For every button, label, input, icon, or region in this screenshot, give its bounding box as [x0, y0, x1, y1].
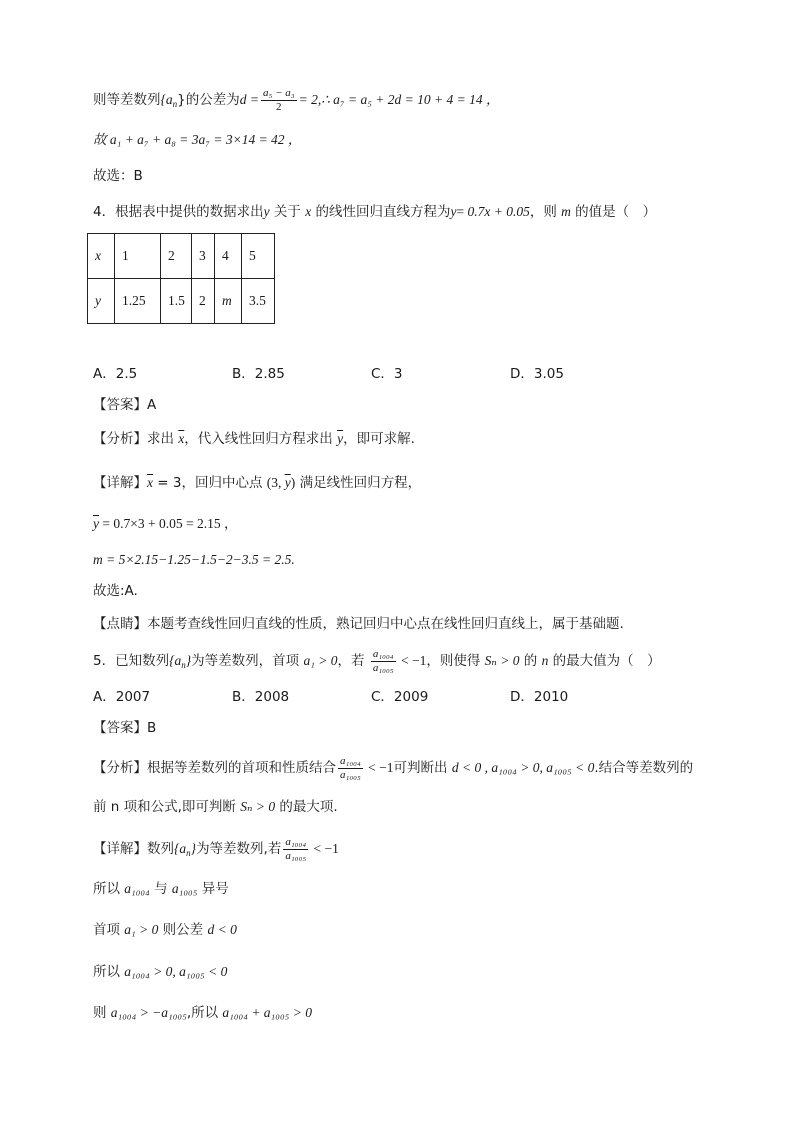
fraction-denominator: 2	[276, 101, 282, 113]
table-cell: 2	[161, 234, 192, 279]
math-mean-x: $\overline{x}$	[178, 431, 185, 446]
table-cell: 4	[215, 234, 242, 279]
table-row	[88, 279, 275, 324]
table-cell: 1	[115, 234, 161, 279]
q5-detail	[93, 836, 339, 863]
table-cell: 1.25	[115, 279, 161, 324]
math-sub: n	[186, 848, 191, 858]
text: }的公差为	[177, 92, 240, 108]
option-a[interactable]: A．2.5	[93, 366, 138, 382]
text: 4．根据表中提供的数据求出	[93, 204, 264, 220]
math: 故 a₁ + a₇ + a₈ = 3a₇ = 3×14 = 42 ，	[93, 132, 302, 147]
prev-solution-line-2	[93, 130, 301, 150]
q4-detail	[93, 473, 421, 493]
math: = 0.7×3 + 0.05 = 2.15 ，	[99, 516, 238, 531]
text: ，若	[337, 653, 369, 669]
math: y	[450, 204, 457, 219]
text: 为等差数列,若	[196, 841, 282, 857]
option-c[interactable]: C．2009	[371, 689, 429, 705]
option-c[interactable]: C．3	[371, 366, 403, 382]
text: 首项	[93, 922, 125, 938]
math: = 2,∴ a₇ = a₅ + 2d = 10 + 4 = 14 ，	[298, 92, 500, 107]
math: d < 0	[207, 922, 237, 937]
math: n	[541, 653, 549, 668]
q4-answer	[93, 395, 156, 415]
math: a₁₀₀₄	[124, 881, 150, 896]
text: 可判断出	[393, 760, 452, 776]
fraction-denominator: a₁₀₀₅	[285, 850, 307, 862]
math: {a	[174, 841, 187, 856]
math-mean-y: $\overline{y}$	[93, 516, 99, 531]
comment-tag: 【点睛】	[93, 616, 147, 632]
detail-tag: 【详解】	[93, 475, 147, 491]
math: }	[190, 841, 197, 856]
option-a[interactable]: A．2007	[93, 689, 151, 705]
fraction	[261, 87, 297, 114]
answer-value: B	[147, 720, 157, 736]
math: d < 0 , a₁₀₀₄ > 0, a₁₀₀₅ < 0	[451, 760, 595, 775]
detail-tag: 【详解】	[93, 841, 147, 857]
math: < −1	[364, 760, 394, 775]
fraction	[283, 836, 308, 863]
table-cell: m	[215, 279, 242, 324]
math: < −1	[310, 841, 339, 856]
q4-stem	[93, 202, 656, 222]
fraction-numerator: a₁₀₀₄	[285, 836, 307, 848]
table-cell: 2	[192, 279, 215, 324]
table-row	[88, 234, 275, 279]
text: 的	[519, 653, 542, 669]
prev-solution-line-1	[93, 87, 499, 114]
math: y	[263, 204, 270, 219]
text: ，即可求解.	[343, 431, 415, 447]
text: 则等差数列	[93, 92, 161, 108]
text: ，则	[529, 204, 562, 220]
text: .结合等差数列的	[594, 760, 694, 776]
answer-value: A	[147, 397, 157, 413]
q5-detail-line-4	[93, 1003, 312, 1023]
text: 本题考查线性回归直线的性质，熟记回归中心点在线性回归直线上，属于基础题.	[147, 616, 624, 632]
math: }	[185, 653, 192, 668]
q4-analysis	[93, 429, 415, 449]
q5-stem	[93, 648, 661, 675]
table-cell: x	[88, 234, 115, 279]
q4-comment	[93, 614, 624, 634]
text: 关于	[269, 204, 306, 220]
analysis-tag: 【分析】	[93, 431, 147, 447]
math: 0.7x + 0.05	[464, 204, 530, 219]
q5-detail-line-1	[93, 879, 229, 899]
text: 与	[149, 881, 172, 897]
option-d[interactable]: D．2010	[510, 689, 569, 705]
option-b[interactable]: B．2.85	[232, 366, 285, 382]
math: a₁₀₀₄ > −a₁₀₀₅	[110, 1005, 187, 1020]
math-sub: n	[172, 99, 178, 109]
text: 所以	[93, 964, 125, 980]
option-d[interactable]: D．3.05	[510, 366, 564, 382]
table-cell: 1.5	[161, 279, 192, 324]
math-mean-y: $\overline{y}$	[337, 431, 344, 446]
q4-data-table	[87, 233, 275, 324]
math: =	[456, 204, 465, 219]
option-b[interactable]: B．2008	[232, 689, 290, 705]
text: 所以	[93, 881, 125, 897]
table-cell: y	[88, 279, 115, 324]
math: {a	[160, 92, 173, 107]
text: 则公差	[158, 922, 208, 938]
math-mean-x: $\overline{x}$	[147, 475, 153, 490]
text: ，则使得	[426, 653, 485, 669]
text: ,所以	[186, 1005, 223, 1021]
text: 5．已知数列	[93, 653, 170, 669]
text: 的值是（ ）	[570, 204, 657, 220]
text: 满足线性回归方程，	[295, 475, 422, 491]
math: a₁ > 0	[124, 922, 159, 937]
text: 为等差数列，首项	[191, 653, 304, 669]
fraction-numerator: a₁₀₀₄	[372, 648, 394, 660]
fraction	[338, 755, 363, 782]
text: 则	[93, 1005, 111, 1021]
math: a₁₀₀₅	[171, 881, 198, 896]
table-cell: 5	[242, 234, 275, 279]
text: 异号	[197, 881, 229, 897]
text: 的最大值为（ ）	[548, 653, 661, 669]
q5-analysis	[93, 755, 693, 782]
fraction-numerator: a₁₀₀₄	[340, 755, 361, 767]
fraction	[371, 648, 396, 675]
text: 数列	[147, 841, 174, 857]
text: 求出	[147, 431, 179, 447]
math: (3,	[266, 475, 285, 490]
math: a₁ > 0	[303, 653, 338, 668]
text: 的最大项.	[275, 799, 338, 815]
q4-calc-1	[93, 514, 237, 534]
q4-choose: 故选:A.	[93, 583, 138, 599]
math-sub: n	[181, 660, 186, 670]
text: 的线性回归直线方程为	[311, 204, 451, 220]
fraction-denominator: a₁₀₀₅	[340, 769, 361, 781]
fraction-denominator: a₁₀₀₅	[372, 662, 394, 674]
table-cell: 3	[192, 234, 215, 279]
math: a₁₀₀₄ + a₁₀₀₅ > 0	[222, 1005, 312, 1020]
prev-solution-line-3: 故选：B	[93, 168, 143, 184]
fraction-numerator: a₅ − a₃	[263, 87, 295, 99]
math: < −1	[397, 653, 427, 668]
text: ，代入线性回归方程求出	[184, 431, 338, 447]
q4-calc-2	[93, 550, 295, 570]
q5-detail-line-3	[93, 962, 227, 982]
math: Sₙ > 0	[240, 799, 276, 814]
q5-detail-line-2	[93, 920, 237, 940]
math: )	[290, 475, 296, 490]
math: a₁₀₀₄ > 0, a₁₀₀₅ < 0	[124, 964, 228, 979]
text: 前 n 项和公式,即可判断	[93, 799, 241, 815]
answer-tag: 【答案】	[93, 720, 147, 736]
math: x	[305, 204, 312, 219]
text: 根据等差数列的首项和性质结合	[147, 760, 336, 776]
math: {a	[169, 653, 182, 668]
table-cell: 3.5	[242, 279, 275, 324]
math: Sₙ > 0	[484, 653, 520, 668]
analysis-tag: 【分析】	[93, 760, 147, 776]
math: d =	[239, 92, 259, 107]
answer-tag: 【答案】	[93, 397, 147, 413]
text: = 3，回归中心点	[153, 475, 267, 491]
q5-answer	[93, 718, 156, 738]
math-mean-y: $\overline{y}$	[284, 475, 291, 490]
q5-analysis-cont	[93, 797, 338, 817]
math: m = 5×2.15−1.25−1.5−2−3.5 = 2.5.	[93, 552, 295, 567]
math: m	[561, 204, 571, 219]
